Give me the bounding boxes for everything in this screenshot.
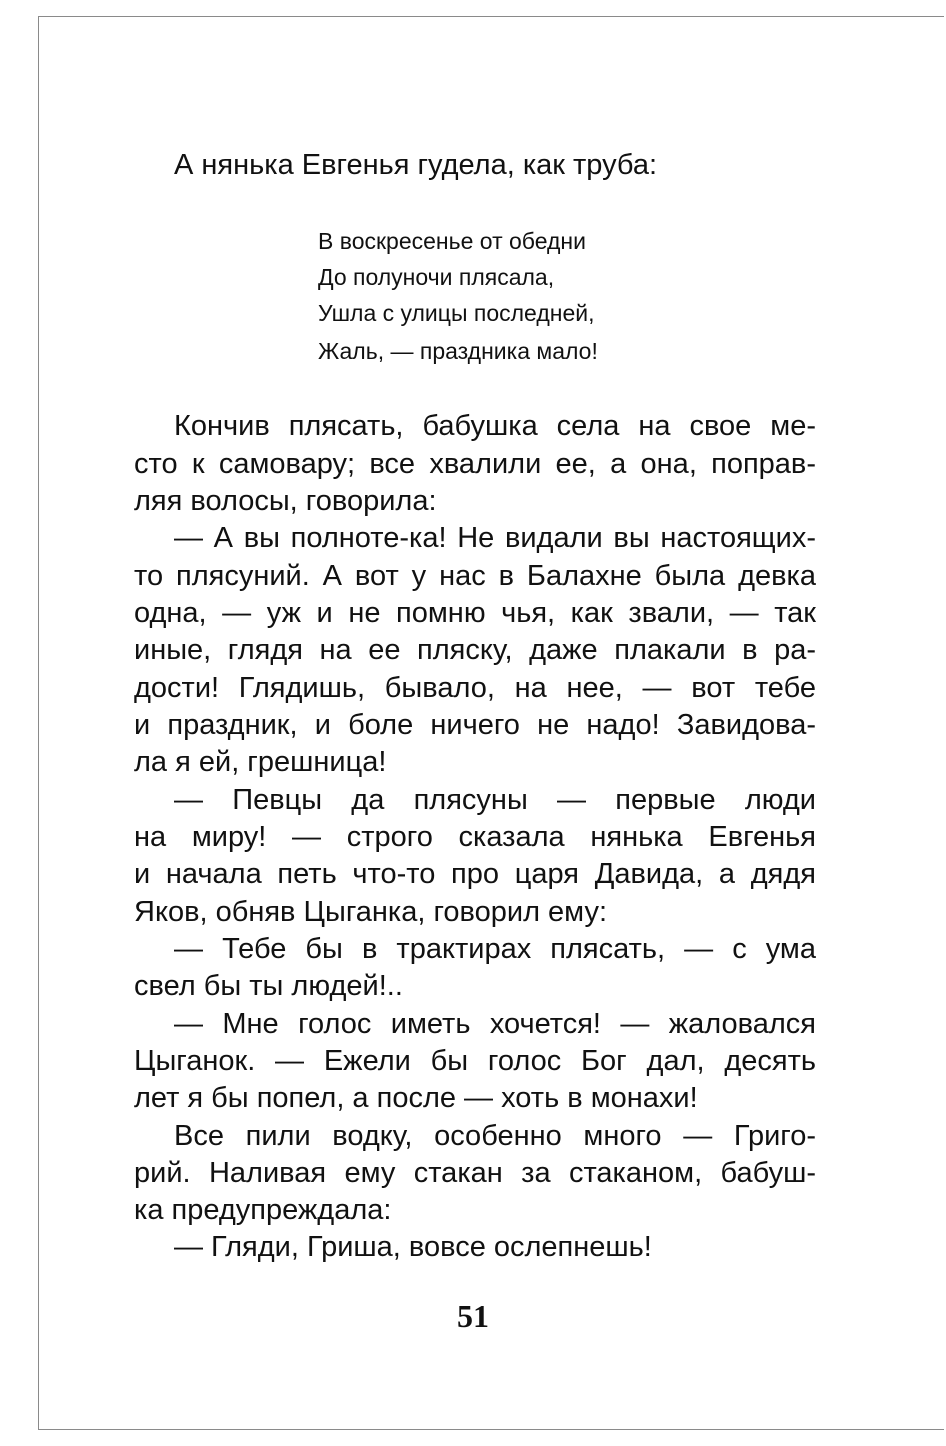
text-line: дости! Глядишь, бывало, на нее, — вот тебе [134, 672, 816, 704]
text-line: рий. Наливая ему стакан за стаканом, бабуш- [134, 1157, 816, 1189]
text-line: иные, глядя на ее пляску, даже плакали в ра- [134, 634, 816, 666]
text-line: — Гляди, Гриша, вовсе ослепнешь! [174, 1231, 652, 1263]
text-line: лет я бы попел, а после — хоть в монахи! [134, 1082, 698, 1114]
text-line: одна, — уж и не помню чья, как звали, — так [134, 597, 816, 629]
text-line: и праздник, и боле ничего не надо! Завидова- [134, 709, 816, 741]
text-line: то плясуний. А вот у нас в Балахне была девка [134, 560, 816, 592]
text-line: ка предупреждала: [134, 1194, 392, 1226]
verse-line: Ушла с улицы последней, [318, 300, 595, 326]
text-line: — Тебе бы в трактирах плясать, — с ума [174, 933, 816, 965]
text-line: и начала петь что-то про царя Давида, а дядя [134, 858, 816, 890]
intro-line: А нянька Евгенья гудела, как труба: [174, 149, 658, 181]
text-line: ляя волосы, говорила: [134, 485, 437, 517]
verse-line: До полуночи плясала, [318, 264, 555, 290]
page-number: 51 [457, 1298, 489, 1334]
text-line: — Мне голос иметь хочется! — жаловался [174, 1008, 816, 1040]
text-line: ла я ей, грешница! [134, 746, 387, 778]
text-line: — А вы полноте-ка! Не видали вы настоящих- [174, 522, 816, 554]
text-line: — Певцы да плясуны — первые люди [174, 784, 816, 816]
verse-line: В воскресенье от обедни [318, 228, 586, 254]
text-line: Яков, обняв Цыганка, говорил ему: [134, 896, 608, 928]
text-line: сто к самовару; все хвалили ее, а она, поправ- [134, 448, 816, 480]
text-line: Кончив плясать, бабушка села на свое ме- [174, 410, 816, 442]
text-line: Цыганок. — Ежели бы голос Бог дал, десять [134, 1045, 816, 1077]
text-line: Все пили водку, особенно много — Григо- [174, 1120, 816, 1152]
text-line: на миру! — строго сказала нянька Евгенья [134, 821, 816, 853]
verse-line: Жаль, — праздника мало! [318, 338, 598, 364]
text-line: свел бы ты людей!.. [134, 970, 403, 1002]
